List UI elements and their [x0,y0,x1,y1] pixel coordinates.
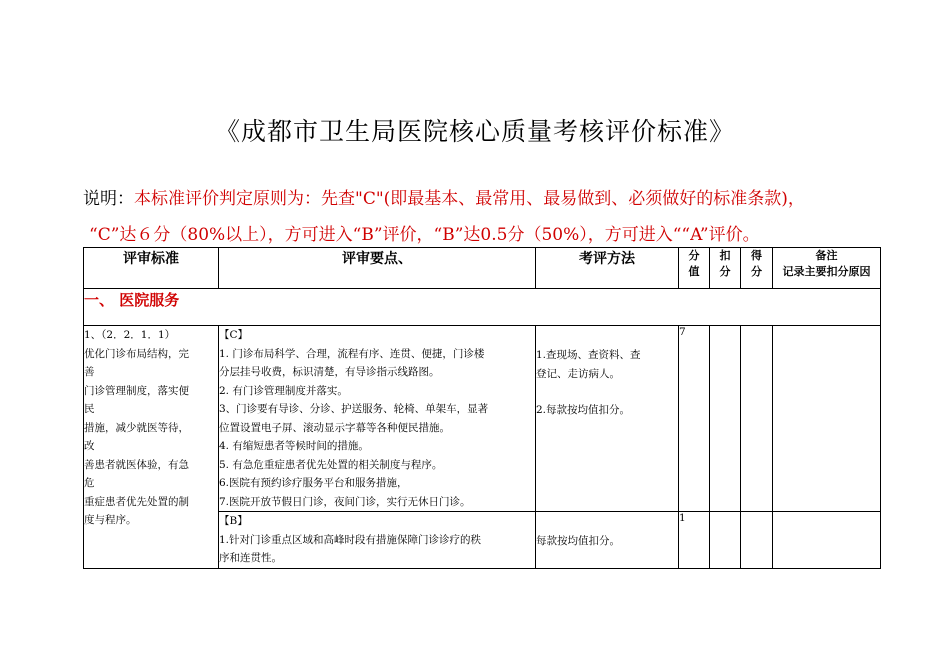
note-line-2: “C”达６分（80%以上），方可进入“B”评价，“B”达0.5分（50%），方可进入““A”评价。 [89,225,760,245]
section-row [84,289,881,326]
deduct-cell-c [710,326,741,512]
deduct-cell-b [710,512,741,569]
header-remark: 备注 记录主要扣分原因 [773,248,881,289]
document-title: 《成都市卫生局医院核心质量考核评价标准》 [214,117,735,146]
score-cell-c: 7 [679,326,710,512]
score-cell-b: 1 [679,512,710,569]
method-cell-b: 每款按均值扣分。 [536,512,679,569]
points-cell-c: 【C】 1. 门诊布局科学、合理，流程有序、连贯、便捷，门诊楼 分层挂号收费，标识清楚，有导诊指示线路图。 2. 有门诊管理制度并落实。 3、门诊要有导诊、分诊、护送服务、轮椅、单架车，显著 位置设置电子屏、滚动显示字幕等各种便民措施。 4. 有缩短患者等候时间的措施。 5. 有急危重症患者优先处置的相关制度与程序。 6.医院有预约诊疗服务平台和服务措施， 7.医院开放节假日门诊，夜间门诊，实行无休日门诊。 [219,326,536,512]
note-line-1 [83,184,805,209]
got-cell-c [741,326,773,512]
header-standard: 评审标准 [84,248,219,289]
method-cell-c: 1.查现场、查资料、查 登记、走访病人。 2.每款按均值扣分。 [536,326,679,512]
header-got: 得 分 [741,248,773,289]
table-row-c [84,326,881,512]
got-cell-b [741,512,773,569]
header-row [84,248,881,289]
standard-cell: 1、（2．2．1．1） 优化门诊布局结构，完 善 门诊管理制度，落实便 民 措施，减少就医等待， 改 善患者就医体验，有急 危 重症患者优先处置的制 度与程序。 [84,326,219,569]
section-title: 一、 医院服务 [84,289,881,326]
remark-cell-c [773,326,881,512]
note-lead: 说明： [83,189,134,209]
level-label-c: 【C】 [219,329,249,341]
header-deduct: 扣 分 [710,248,741,289]
header-score: 分 值 [679,248,710,289]
note-text-1: 本标准评价判定原则为：先查"C"(即最基本、最常用、最易做到、必须做好的标准条款)， [134,189,805,209]
points-cell-b: 【B】 1.针对门诊重点区域和高峰时段有措施保障门诊诊疗的秩 序和连贯性。 [219,512,536,569]
level-label-b: 【B】 [219,515,248,527]
header-points: 评审要点、 [219,248,536,289]
header-method: 考评方法 [536,248,679,289]
remark-cell-b [773,512,881,569]
evaluation-table [83,247,881,569]
